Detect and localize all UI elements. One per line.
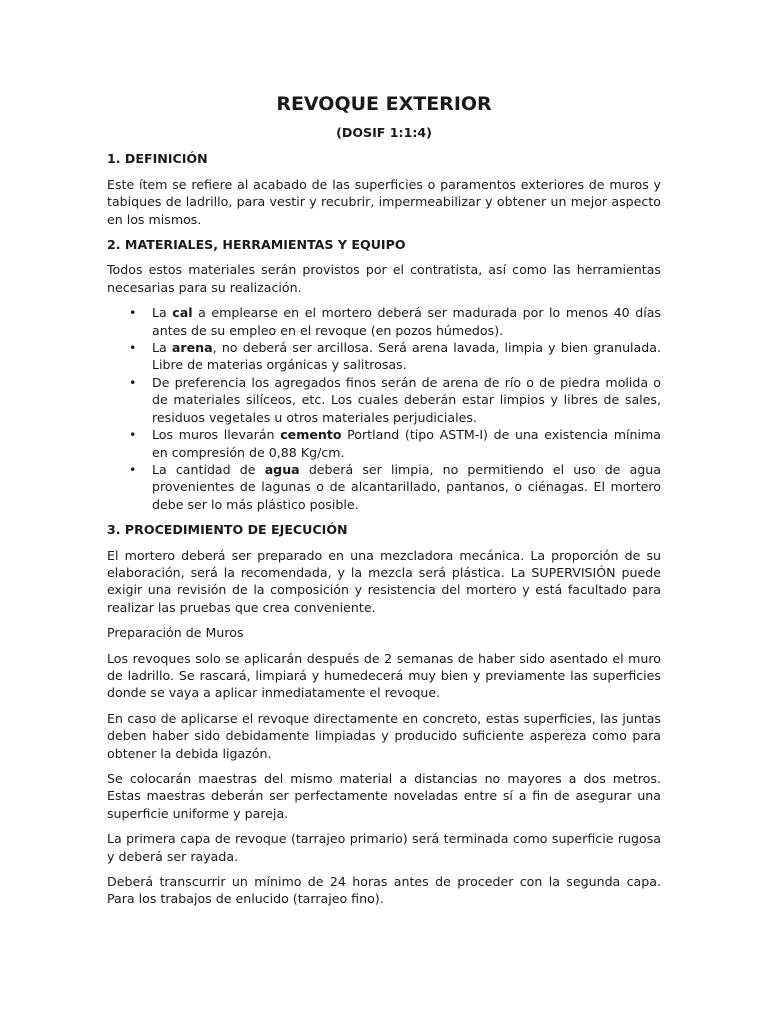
subheading-preparacion-muros: Preparación de Muros bbox=[107, 625, 244, 641]
document-subtitle: (DOSIF 1:1:4) bbox=[336, 125, 432, 140]
list-item bbox=[107, 461, 661, 513]
list-item bbox=[107, 426, 661, 461]
list-item-text: De preferencia los agregados finos serán de arena de río o de piedra molida o de materiales silíceos, etc. Los cuales deberán estar limpios y libres de sales, residuos vegetales u otros materiales perjudiciales. bbox=[152, 374, 661, 425]
paragraph: En caso de aplicarse el revoque directamente en concreto, estas superficies, las juntas deben haber sido debidamente limpiadas y producido suficiente aspereza como para obtener la debida ligazón. bbox=[107, 710, 661, 761]
paragraph: La primera capa de revoque (tarrajeo primario) será terminada como superficie rugosa y deberá ser rayada. bbox=[107, 831, 661, 864]
list-item bbox=[107, 374, 661, 426]
list-item-bold-term: cal bbox=[172, 305, 193, 321]
bullet-icon: • bbox=[129, 340, 137, 356]
list-item-text: deberá ser limpia, no permitiendo el uso de agua provenientes de lagunas o de alcantarillado, pantanos, o ciénagas. El mortero debe ser lo más plástico posible. bbox=[152, 461, 661, 512]
section-heading-procedimiento: 3. PROCEDIMIENTO DE EJECUCIÓN bbox=[107, 522, 348, 538]
paragraph: Se colocarán maestras del mismo material a distancias no mayores a dos metros. Estas maestras deberán ser perfectamente noveladas entre sí a fin de asegurar una superficie uniforme y pareja. bbox=[107, 771, 661, 821]
list-item-bold-term: agua bbox=[264, 461, 300, 477]
list-item-text: La cantidad de bbox=[152, 461, 265, 477]
bullet-icon: • bbox=[129, 461, 137, 477]
paragraph: El mortero deberá ser preparado en una mezcladora mecánica. La proporción de su elaboración, será la recomendada, y la mezcla será plástica. La SUPERVISIÓN puede exigir una revisión de la composición y resistencia del mortero y está facultado para realizar las pruebas que crea conveniente. bbox=[107, 547, 661, 615]
section-heading-materiales: 2. MATERIALES, HERRAMIENTAS Y EQUIPO bbox=[107, 237, 406, 253]
list-item bbox=[107, 304, 661, 339]
document-title: REVOQUE EXTERIOR bbox=[276, 93, 492, 115]
bullet-icon: • bbox=[129, 374, 137, 390]
list-item-text: Los muros llevarán bbox=[152, 427, 281, 443]
paragraph: Deberá transcurrir un mínimo de 24 horas antes de proceder con la segunda capa. Para los trabajos de enlucido (tarrajeo fino). bbox=[107, 874, 661, 907]
list-item-text: Portland (tipo ASTM-I) de una existencia mínima en compresión de 0,88 Kg/cm. bbox=[152, 427, 662, 460]
paragraph: Todos estos materiales serán provistos por el contratista, así como las herramientas necesarias para su realización. bbox=[107, 262, 661, 295]
list-item bbox=[107, 339, 661, 374]
document-page bbox=[107, 92, 661, 916]
bullet-icon: • bbox=[129, 427, 137, 443]
section-heading-definicion: 1. DEFINICIÓN bbox=[107, 151, 208, 167]
list-item-text: , no deberá ser arcillosa. Será arena lavada, limpia y bien granulada. Libre de materias orgánicas y salitrosas. bbox=[152, 340, 661, 373]
list-item-bold-term: arena bbox=[171, 340, 213, 356]
materials-list bbox=[107, 304, 661, 513]
paragraph: Este ítem se refiere al acabado de las superficies o paramentos exteriores de muros y tabiques de ladrillo, para vestir y recubrir, impermeabilizar y obtener un mejor aspecto en los mismos. bbox=[107, 176, 661, 227]
bullet-icon: • bbox=[129, 305, 137, 321]
list-item-text: a emplearse en el mortero deberá ser madurada por lo menos 40 días antes de su empleo en el revoque (en pozos húmedos). bbox=[152, 305, 661, 338]
list-item-bold-term: cemento bbox=[280, 427, 342, 443]
list-item-text: La bbox=[152, 305, 173, 321]
list-item-text: La bbox=[152, 340, 172, 356]
paragraph: Los revoques solo se aplicarán después de 2 semanas de haber sido asentado el muro de ladrillo. Se rascará, limpiará y humedecerá muy bien y previamente las superficies donde se vaya a aplicar inmediatamente el revoque. bbox=[107, 650, 661, 701]
